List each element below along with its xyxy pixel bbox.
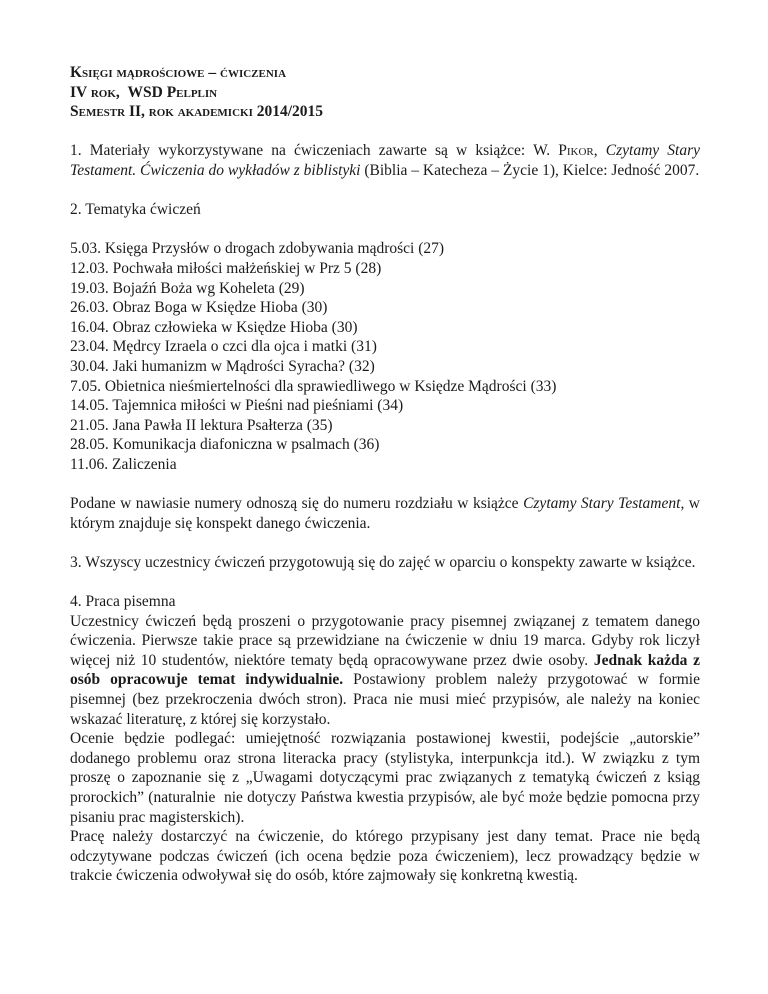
- schedule-item: 30.04. Jaki humanizm w Mądrości Syracha? (32): [70, 357, 375, 375]
- schedule-item: 19.03. Bojaźń Boża wg Koheleta (29): [70, 279, 305, 297]
- blank-line: [70, 533, 700, 553]
- document-content: [70, 63, 700, 886]
- note-text-1: Podane w nawiasie numery odnoszą się do numeru rozdziału w książce: [70, 495, 524, 513]
- schedule-item: 21.05. Jana Pawła II lektura Psałterza (35): [70, 416, 333, 434]
- materials-author-name: Pikor: [558, 142, 594, 160]
- para-written-work-grading: Ocenie będzie podlegać: umiejętność rozwiązania postawionej kwestii, podejście „autorskie” dodanego problemu oraz strona literacka pracy (stylistyka, interpunkcja itd.). W związku z tym proszę o zapoznanie się z „Uwagami dotyczącymi prac związanych z tematyką ćwiczeń z ksiąg prorockich” (naturalnie nie dotyczy Państwa kwestia przypisów, ale być może będzie pomocna przy pisaniu prac magisterskich).: [70, 730, 700, 826]
- written-work-heading: 4. Praca pisemna: [70, 593, 176, 611]
- schedule-item: 7.05. Obietnica nieśmiertelności dla sprawiedliwego w Księdze Mądrości (33): [70, 377, 557, 395]
- written-work-bold-rule: Jednak każda z osób opracowuje temat indywidualnie.: [70, 651, 700, 689]
- para-note: [70, 494, 700, 533]
- materials-book-title: Czytamy Stary Testament. Ćwiczenia do wykładów z biblistyki: [70, 142, 700, 179]
- materials-text-3: (Biblia – Katecheza – Życie 1), Kielce: Jedność 2007.: [360, 161, 700, 179]
- schedule-item: 12.03. Pochwała miłości małżeńskiej w Prz 5 (28): [70, 259, 382, 277]
- topics-heading: 2. Tematyka ćwiczeń: [70, 201, 201, 219]
- blank-line: [70, 220, 700, 240]
- materials-text-1: 1. Materiały wykorzystywane na ćwiczeniach zawarte są w książce: W.: [70, 142, 559, 160]
- blank-line: [70, 572, 700, 592]
- blank-line: [70, 181, 700, 201]
- written-work-text-1: Uczestnicy ćwiczeń będą proszeni o przygotowanie pracy pisemnej związanej z tematem danego ćwiczenia. Pierwsze takie prace są przewidziane na ćwiczenie w dniu 19 marca. Gdyby rok liczył więcej niż 10 studentów, niektóre tematy będą opracowywane przez dwie osoby.: [70, 612, 700, 669]
- doc-header-year-line: IV rok, WSD Pelplin: [70, 83, 218, 101]
- written-work-text-2: Postawiony problem należy przygotować w formie pisemnej (bez przekroczenia dwóch stron). Praca nie musi mieć przypisów, ale należy na koniec wskazać literaturę, z której się korzystało.: [70, 671, 700, 728]
- schedule-list: [70, 239, 700, 474]
- doc-title: Księgi mądrościowe – ćwiczenia: [70, 64, 287, 81]
- schedule-item: 11.06. Zaliczenia: [70, 455, 177, 473]
- para-materials: [70, 141, 700, 180]
- schedule-item: 26.03. Obraz Boga w Księdze Hioba (30): [70, 299, 328, 317]
- schedule-item: 14.05. Tajemnica miłości w Pieśni nad pieśniami (34): [70, 397, 404, 415]
- materials-text-2: ,: [593, 142, 606, 160]
- blank-line: [70, 474, 700, 494]
- para-written-work-delivery: Pracę należy dostarczyć na ćwiczenie, do którego przypisany jest dany temat. Prace nie będą odczytywane podczas ćwiczeń (ich ocena będzie poza ćwiczeniem), lecz prowadzący będzie w trakcie ćwiczenia odwoływał się do osób, które zajmowały się konkretną kwestią.: [70, 828, 700, 885]
- note-text-2: , w którym znajduje się konspekt danego ćwiczenia.: [70, 495, 700, 532]
- schedule-item: 5.03. Księga Przysłów o drogach zdobywania mądrości (27): [70, 240, 445, 258]
- para-participation: 3. Wszyscy uczestnicy ćwiczeń przygotowują się do zajęć w oparciu o konspekty zawarte w książce.: [70, 553, 696, 571]
- schedule-item: 16.04. Obraz człowieka w Księdze Hioba (30): [70, 318, 358, 336]
- schedule-item: 28.05. Komunikacja diafoniczna w psalmach (36): [70, 436, 380, 454]
- doc-header-semester-line: Semestr II, rok akademicki 2014/2015: [70, 103, 324, 121]
- schedule-item: 23.04. Mędrcy Izraela o czci dla ojca i matki (31): [70, 338, 377, 356]
- para-written-work-rules: [70, 612, 700, 730]
- note-book-title: Czytamy Stary Testament: [523, 495, 681, 513]
- blank-line: [70, 122, 700, 142]
